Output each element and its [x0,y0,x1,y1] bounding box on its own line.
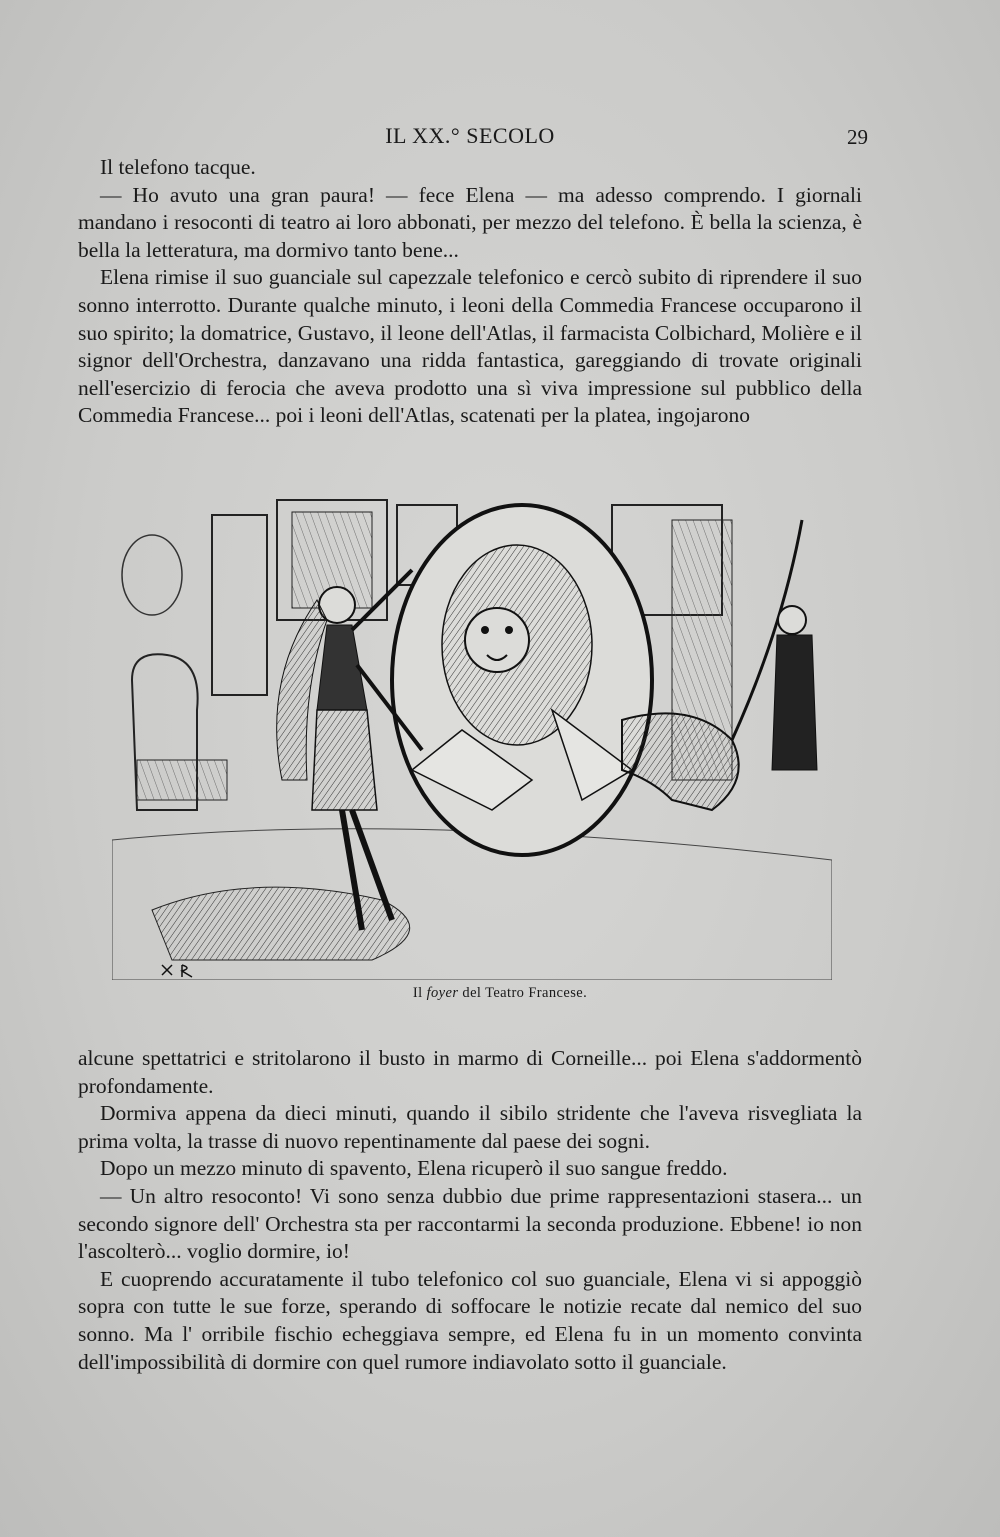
figure-caption [0,985,1000,1002]
page-number: 29 [847,125,868,149]
paragraph: E cuoprendo accuratamente il tubo telefonico col suo guanciale, Elena vi si appoggiò sopra con tutte le sue forze, sperando di soffocare le notizie recate dal nemico del suo sonno. Ma l' orribile fischio echeggiava sempre, ed Elena fu in un momento convinta dell'impossibilità di dormire con quel rumore indiavolato sotto il guanciale. [78,1266,862,1374]
running-title: IL XX.° SECOLO [385,123,555,148]
running-header [78,123,868,153]
paragraph: — Ho avuto una gran paura! — fece Elena — ma adesso comprendo. I giornali mandano i resoconti di teatro ai loro abbonati, per mezzo del telefono. È bella la scienza, è bella la letteratura, ma dormivo tanto bene... [78,182,862,262]
paragraph: alcune spettatrici e stritolarono il busto in marmo di Corneille... poi Elena s'addormentò profondamente. [78,1046,862,1098]
caption-prefix: Il [412,985,423,1001]
paragraph: Elena rimise il suo guanciale sul capezzale telefonico e cercò subito di riprendere il suo sonno interrotto. Durante qualche minuto, i leoni della Commedia Francese occuparono il suo spirito; la domatrice, Gustavo, il leone dell'Atlas, il farmacista Colbichard, Molière e il signor dell'Orchestra, danzavano una ridda fantastica, gareggiando di trovate originali nell'esercizio di ferocia che aveva prodotto una sì viva impressione sul pubblico della Commedia Francese... poi i leoni dell'Atlas, scatenati per la platea, ingojarono [78,265,862,428]
illustration-figure [112,480,832,980]
text-block-bottom [78,1045,862,1376]
caption-italic: foyer [426,985,459,1001]
paragraph: Dopo un mezzo minuto di spavento, Elena ricuperò il suo sangue freddo. [100,1156,728,1181]
paragraph: — Un altro resoconto! Vi sono senza dubbio due prime rappresentazioni stasera... un secondo signore dell' Orchestra sta per raccontarmi la seconda produzione. Ebbene! io non l'ascolterò... voglio dormire, io! [78,1183,862,1264]
caption-suffix: del Teatro Francese. [462,985,588,1001]
lion-tamer-engraving-icon [112,480,832,980]
paragraph: Dormiva appena da dieci minuti, quando il sibilo stridente che l'aveva risvegliata la prima volta, la trasse di nuovo repentinamente dal paese dei sogni. [78,1101,862,1153]
text-block-top [78,154,862,430]
paragraph: Il telefono tacque. [100,155,256,179]
